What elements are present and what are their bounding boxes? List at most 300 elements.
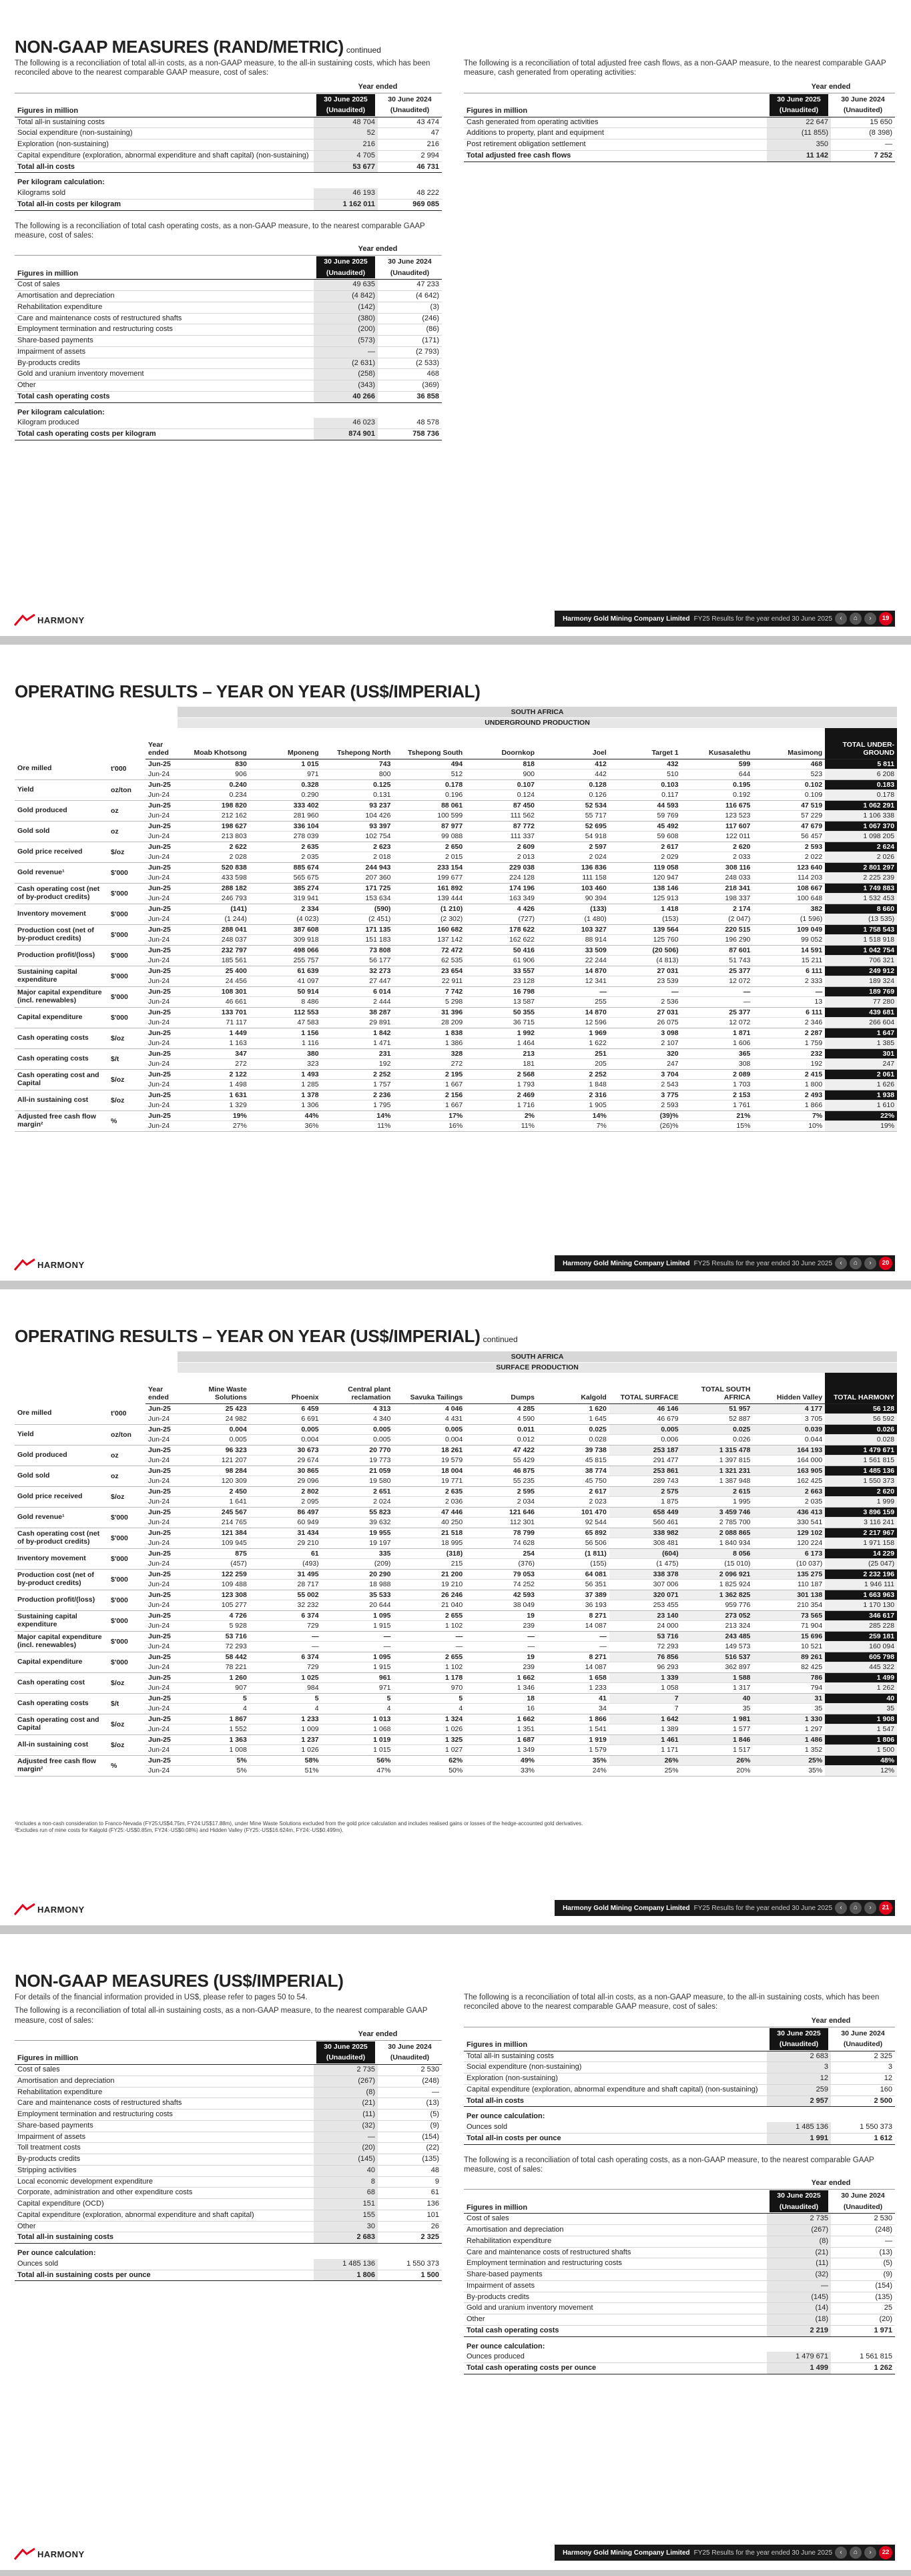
metric-value: 1 102 bbox=[393, 1662, 465, 1673]
current-value: 155 bbox=[314, 2210, 378, 2221]
metric-value: 320 bbox=[609, 1048, 681, 1059]
per-unit-heading-row bbox=[464, 2336, 895, 2352]
metric-value: 88 061 bbox=[393, 800, 465, 811]
year-label: Jun-25 bbox=[145, 1110, 178, 1121]
metric-row-prior bbox=[15, 1662, 897, 1673]
year-ended-row bbox=[464, 2016, 895, 2027]
metric-value: — bbox=[465, 1631, 537, 1642]
metric-value: 1 297 bbox=[753, 1724, 825, 1735]
metric-value: 26 075 bbox=[609, 1018, 681, 1028]
metric-value: 18 261 bbox=[393, 1445, 465, 1456]
metric-value: 99 052 bbox=[753, 935, 825, 946]
metric-value: 336 104 bbox=[250, 821, 322, 832]
metric-value: 19 bbox=[465, 1652, 537, 1662]
row-label: Employment termination and restructuring costs bbox=[15, 324, 314, 336]
per-unit-total-row bbox=[15, 2270, 442, 2281]
row-label: Cost of sales bbox=[15, 280, 314, 291]
header-row bbox=[15, 2040, 442, 2064]
current-value: (21) bbox=[767, 2247, 831, 2258]
metric-value: 1 449 bbox=[178, 1028, 250, 1038]
current-value: 1 499 bbox=[767, 2363, 831, 2374]
current-value: (380) bbox=[314, 313, 378, 324]
metric-value: 4 bbox=[178, 1704, 250, 1714]
metric-value: 10% bbox=[753, 1121, 825, 1132]
metric-value: 105 277 bbox=[178, 1600, 250, 1611]
metric-value: 87 450 bbox=[465, 800, 537, 811]
prior-value: (20) bbox=[831, 2314, 895, 2326]
metric-value: (1 475) bbox=[609, 1559, 681, 1570]
year-label: Jun-24 bbox=[145, 1621, 178, 1632]
metric-value: 23 140 bbox=[609, 1610, 681, 1621]
metric-value: 1 233 bbox=[537, 1683, 609, 1694]
row-label: Employment termination and restructuring costs bbox=[464, 2258, 767, 2270]
metric-value: 2 026 bbox=[825, 852, 897, 863]
metric-value: 2 650 bbox=[393, 842, 465, 852]
current-value: 30 bbox=[314, 2221, 378, 2232]
metric-value: 253 861 bbox=[609, 1466, 681, 1476]
metric-value: 247 bbox=[825, 1059, 897, 1070]
metric-unit: $/oz bbox=[108, 1090, 145, 1110]
metric-unit: $'000 bbox=[108, 945, 145, 966]
metric-value: 4 313 bbox=[322, 1403, 394, 1414]
metric-value: 47 679 bbox=[753, 821, 825, 832]
metric-value: 365 bbox=[681, 1048, 753, 1059]
metric-value: (2 047) bbox=[681, 914, 753, 925]
metric-value: 58 442 bbox=[178, 1652, 250, 1662]
metric-value: 35 bbox=[681, 1704, 753, 1714]
metric-value: 272 bbox=[178, 1059, 250, 1070]
metric-value: 54 918 bbox=[537, 832, 609, 842]
year-label: Jun-25 bbox=[145, 1714, 178, 1724]
year-label: Jun-24 bbox=[145, 1100, 178, 1111]
reconciliation-table bbox=[464, 2016, 895, 2145]
next-page-button[interactable]: › bbox=[864, 2547, 876, 2559]
row-label: Share-based payments bbox=[464, 2270, 767, 2281]
metric-value: 2 236 bbox=[322, 1090, 394, 1100]
metric-value: 19 771 bbox=[393, 1476, 465, 1487]
page-title bbox=[15, 1971, 344, 1991]
prior-date: 30 June 2024 bbox=[841, 2029, 885, 2037]
metric-value: 1 008 bbox=[178, 1745, 250, 1756]
per-unit-heading-row bbox=[15, 2244, 442, 2259]
prior-unaudited: (Unaudited) bbox=[390, 268, 430, 277]
metric-unit: $'000 bbox=[108, 1548, 145, 1569]
metric-value: 900 bbox=[465, 769, 537, 780]
metric-value: — bbox=[322, 1642, 394, 1652]
metric-value: 1 237 bbox=[250, 1734, 322, 1745]
metric-unit: $'000 bbox=[108, 986, 145, 1007]
metric-value: 1 518 918 bbox=[825, 935, 897, 946]
current-value: (343) bbox=[314, 380, 378, 392]
metric-value: (15 010) bbox=[681, 1559, 753, 1570]
report-page-20 bbox=[0, 645, 911, 1281]
next-page-button[interactable]: › bbox=[864, 1257, 876, 1269]
metric-value: 1 464 bbox=[465, 1038, 537, 1049]
metric-label: Production cost (net of by-product credits) bbox=[15, 1569, 108, 1590]
metric-value: 0.117 bbox=[609, 790, 681, 801]
metric-value: 1 233 bbox=[250, 1714, 322, 1724]
metric-value: 7 bbox=[609, 1704, 681, 1714]
metric-value: 14 870 bbox=[537, 1007, 609, 1018]
total-row bbox=[15, 2232, 442, 2244]
metric-value: 1 969 bbox=[537, 1028, 609, 1038]
current-year-header bbox=[314, 2040, 378, 2064]
metric-value: 0.178 bbox=[825, 790, 897, 801]
metric-value: 520 838 bbox=[178, 862, 250, 873]
current-value: 22 647 bbox=[767, 117, 831, 128]
table-row bbox=[15, 336, 442, 347]
metric-value: 2 156 bbox=[393, 1090, 465, 1100]
next-page-button[interactable]: › bbox=[864, 613, 876, 625]
metric-value: 1 622 bbox=[537, 1038, 609, 1049]
metric-value: 47 583 bbox=[250, 1018, 322, 1028]
metric-value: 0.005 bbox=[178, 1435, 250, 1445]
metric-label: Gold revenue¹ bbox=[15, 1507, 108, 1528]
prior-value: 46 731 bbox=[378, 162, 442, 173]
metric-value: 1 867 bbox=[178, 1714, 250, 1724]
metric-value: 1 378 bbox=[250, 1090, 322, 1100]
metric-value: 1 171 bbox=[609, 1745, 681, 1756]
metric-value: 0.328 bbox=[250, 779, 322, 790]
region-header: SOUTH AFRICA bbox=[178, 707, 897, 717]
metric-value: 3 775 bbox=[609, 1090, 681, 1100]
prev-page-button[interactable]: ‹ bbox=[835, 1902, 847, 1914]
unit-header bbox=[108, 728, 145, 759]
metric-value: 87 601 bbox=[681, 945, 753, 956]
harmony-logo bbox=[13, 1258, 85, 1271]
metric-unit: $/oz bbox=[108, 1734, 145, 1755]
metric-value: (1 244) bbox=[178, 914, 250, 925]
metric-value: 1 362 825 bbox=[681, 1590, 753, 1600]
metric-value: 55 429 bbox=[465, 1456, 537, 1466]
year-label: Jun-24 bbox=[145, 935, 178, 946]
metric-label: Inventory movement bbox=[15, 904, 108, 924]
metric-value: 1 389 bbox=[609, 1724, 681, 1735]
metric-value: (39)% bbox=[609, 1110, 681, 1121]
metric-value: 22 244 bbox=[537, 956, 609, 966]
year-label: Jun-25 bbox=[145, 986, 178, 997]
year-label: Jun-24 bbox=[145, 894, 178, 904]
metric-row-prior bbox=[15, 997, 897, 1008]
year-label: Jun-24 bbox=[145, 1121, 178, 1132]
footer-bar bbox=[555, 2545, 895, 2561]
metric-value: 109 945 bbox=[178, 1538, 250, 1549]
metric-value: 433 598 bbox=[178, 873, 250, 884]
metric-value: 92 544 bbox=[537, 1518, 609, 1528]
figures-in-million-label: Figures in million bbox=[15, 256, 314, 280]
metric-row-prior bbox=[15, 1121, 897, 1132]
blank-cell bbox=[464, 2178, 767, 2189]
metric-value: 1 363 bbox=[178, 1734, 250, 1745]
metric-value: 2 655 bbox=[393, 1610, 465, 1621]
prior-value: 468 bbox=[378, 369, 442, 380]
metric-value: 1 662 bbox=[465, 1672, 537, 1683]
metric-value: 6 111 bbox=[753, 1007, 825, 1018]
metric-value: 1 500 bbox=[825, 1745, 897, 1756]
adjusted-free-cash-flow-table bbox=[464, 82, 895, 162]
metric-value: 121 646 bbox=[465, 1507, 537, 1518]
metric-value: 71 117 bbox=[178, 1018, 250, 1028]
metric-value: 45 815 bbox=[537, 1456, 609, 1466]
metric-value: 26% bbox=[609, 1755, 681, 1766]
home-button[interactable]: ⌂ bbox=[850, 2547, 862, 2559]
metric-value: 14 087 bbox=[537, 1662, 609, 1673]
metric-value: 14 591 bbox=[753, 945, 825, 956]
metric-value: 335 bbox=[322, 1548, 394, 1559]
metric-row bbox=[15, 842, 897, 852]
current-value: 216 bbox=[314, 139, 378, 151]
row-label: Ounces sold bbox=[15, 2259, 314, 2270]
prev-page-button[interactable]: ‹ bbox=[835, 1257, 847, 1269]
metric-value: 56 177 bbox=[322, 956, 394, 966]
table-row bbox=[464, 117, 895, 128]
metric-value: 1 324 bbox=[393, 1714, 465, 1724]
metric-value: 218 341 bbox=[681, 883, 753, 894]
prev-page-button[interactable]: ‹ bbox=[835, 2547, 847, 2559]
metric-row-prior bbox=[15, 1414, 897, 1425]
metric-value: 23 654 bbox=[393, 966, 465, 976]
row-label: Capital expenditure (exploration, abnormal expenditure and shaft capital) (non-sustaining) bbox=[15, 150, 314, 162]
metric-label: Cash operating costs bbox=[15, 1048, 108, 1069]
mine-column-header: Central plant reclamation bbox=[322, 1373, 394, 1403]
page-title-text: NON-GAAP MEASURES (RAND/METRIC) bbox=[15, 37, 344, 57]
metric-value: 320 071 bbox=[609, 1590, 681, 1600]
metric-value: 2 033 bbox=[681, 852, 753, 863]
metric-value: 4 726 bbox=[178, 1610, 250, 1621]
metric-value: 247 bbox=[609, 1059, 681, 1070]
prior-date: 30 June 2024 bbox=[388, 95, 432, 103]
prior-value: 1 500 bbox=[378, 2270, 442, 2281]
prior-unaudited: (Unaudited) bbox=[390, 2053, 430, 2062]
year-label: Jun-25 bbox=[145, 1734, 178, 1745]
metric-value: 14 870 bbox=[537, 966, 609, 976]
next-page-button[interactable]: › bbox=[864, 1902, 876, 1914]
metric-value: 346 617 bbox=[825, 1610, 897, 1621]
prev-page-button[interactable]: ‹ bbox=[835, 613, 847, 625]
blank-cell bbox=[15, 1362, 178, 1373]
current-value: 68 bbox=[314, 2188, 378, 2199]
metric-value: 0.004 bbox=[393, 1435, 465, 1445]
blank-cell bbox=[464, 82, 767, 93]
current-date: 30 June 2025 bbox=[316, 2041, 375, 2053]
metric-unit: oz bbox=[108, 1445, 145, 1466]
metric-unit: oz bbox=[108, 821, 145, 842]
metric-value: 174 196 bbox=[465, 883, 537, 894]
metric-value: 658 449 bbox=[609, 1507, 681, 1518]
metric-value: 2 620 bbox=[825, 1486, 897, 1497]
metric-value: 5 bbox=[393, 1693, 465, 1704]
metric-value: 164 193 bbox=[753, 1445, 825, 1456]
current-value: (11) bbox=[767, 2258, 831, 2270]
metric-value: 139 444 bbox=[393, 894, 465, 904]
surface-operating-results-table bbox=[15, 1351, 897, 1777]
row-label: Amortisation and depreciation bbox=[464, 2225, 767, 2236]
prior-value: 2 530 bbox=[378, 2065, 442, 2076]
metric-value: 0.183 bbox=[825, 779, 897, 790]
metric-value: 5 928 bbox=[178, 1621, 250, 1632]
aic-intro: The following is a reconciliation of total all-in costs, as a non-GAAP measure, to the all-in sustaining costs, which has been reconciled above to the nearest comparable GAAP measure, cost of sales: bbox=[464, 1993, 880, 2011]
mine-column-header: Tshepong North bbox=[322, 728, 394, 759]
metric-value: 1 579 bbox=[537, 1745, 609, 1756]
metric-value: 53 716 bbox=[609, 1631, 681, 1642]
metric-value: 27 447 bbox=[322, 976, 394, 987]
metric-value: 198 820 bbox=[178, 800, 250, 811]
metric-value: 309 918 bbox=[250, 935, 322, 946]
prior-value: (135) bbox=[378, 2154, 442, 2166]
metric-value: 18 004 bbox=[393, 1466, 465, 1476]
current-value: 2 735 bbox=[314, 2065, 378, 2076]
metric-value: 1 397 815 bbox=[681, 1456, 753, 1466]
row-label: Care and maintenance costs of restructured shafts bbox=[15, 313, 314, 324]
metric-value: 1 992 bbox=[465, 1028, 537, 1038]
metric-row-prior bbox=[15, 1476, 897, 1487]
metric-row bbox=[15, 1755, 897, 1766]
metric-value: 1 015 bbox=[322, 1745, 394, 1756]
metric-value: 4 285 bbox=[465, 1403, 537, 1414]
home-button[interactable]: ⌂ bbox=[850, 613, 862, 625]
metric-value: (590) bbox=[322, 904, 394, 914]
metric-value: 281 960 bbox=[250, 811, 322, 822]
mine-column-header: Mponeng bbox=[250, 728, 322, 759]
current-value: (32) bbox=[767, 2270, 831, 2281]
metric-value: 1 761 bbox=[681, 1100, 753, 1111]
metric-value: 2 543 bbox=[609, 1080, 681, 1090]
current-value: 53 677 bbox=[314, 162, 378, 173]
year-label: Jun-25 bbox=[145, 1755, 178, 1766]
year-label: Jun-25 bbox=[145, 924, 178, 935]
prior-value: 15 650 bbox=[831, 117, 895, 128]
metric-row bbox=[15, 1569, 897, 1580]
metric-value: 2 029 bbox=[609, 852, 681, 863]
metric-row-prior bbox=[15, 811, 897, 822]
metric-value: (1 210) bbox=[393, 904, 465, 914]
prior-value: 2 325 bbox=[378, 2232, 442, 2244]
metric-value: 27 031 bbox=[609, 1007, 681, 1018]
row-label: Total all-in costs bbox=[15, 162, 314, 173]
metric-value: 77 280 bbox=[825, 997, 897, 1008]
metric-value: 278 039 bbox=[250, 832, 322, 842]
metric-value: 121 207 bbox=[178, 1456, 250, 1466]
metric-value: 35% bbox=[753, 1766, 825, 1777]
row-label: Additions to property, plant and equipment bbox=[464, 128, 767, 139]
row-label: Care and maintenance costs of restructured shafts bbox=[15, 2098, 314, 2110]
metric-value: 1 499 bbox=[825, 1672, 897, 1683]
current-value: 4 705 bbox=[314, 150, 378, 162]
metric-value: 44 593 bbox=[609, 800, 681, 811]
metric-value: 1 015 bbox=[250, 759, 322, 769]
prior-value: (9) bbox=[378, 2120, 442, 2132]
mine-column-header: Target 1 bbox=[609, 728, 681, 759]
year-label: Jun-25 bbox=[145, 1631, 178, 1642]
metric-value: 1 610 bbox=[825, 1100, 897, 1111]
metric-value: 137 142 bbox=[393, 935, 465, 946]
metric-value: 10 521 bbox=[753, 1642, 825, 1652]
metric-value: 1 642 bbox=[609, 1714, 681, 1724]
metric-value: 48% bbox=[825, 1755, 897, 1766]
blank-cell bbox=[15, 1351, 178, 1362]
logo-text: HARMONY bbox=[37, 615, 85, 625]
metric-label: Cash operating cost and Capital bbox=[15, 1714, 108, 1734]
metric-value: 93 237 bbox=[322, 800, 394, 811]
metric-value: 19 197 bbox=[322, 1538, 394, 1549]
year-ended-label: Year ended bbox=[767, 82, 895, 93]
prior-unaudited: (Unaudited) bbox=[390, 106, 430, 115]
metric-value: 61 906 bbox=[465, 956, 537, 966]
metric-value: 15% bbox=[681, 1121, 753, 1132]
metric-value: 21 518 bbox=[393, 1528, 465, 1538]
metric-value: 512 bbox=[393, 769, 465, 780]
metric-value: 1 588 bbox=[681, 1672, 753, 1683]
metric-value: 71 904 bbox=[753, 1621, 825, 1632]
metric-value: 109 488 bbox=[178, 1580, 250, 1590]
metric-value: (25 047) bbox=[825, 1559, 897, 1570]
row-label: Gold and uranium inventory movement bbox=[15, 369, 314, 380]
year-ended-row bbox=[464, 82, 895, 93]
metric-value: 103 327 bbox=[537, 924, 609, 935]
metric-label: Production profit/(loss) bbox=[15, 945, 108, 966]
metric-value: 163 349 bbox=[465, 894, 537, 904]
home-button[interactable]: ⌂ bbox=[850, 1902, 862, 1914]
metric-value: 2 287 bbox=[753, 1028, 825, 1038]
metric-value: 0.028 bbox=[825, 1435, 897, 1445]
metric-value: 16 798 bbox=[465, 986, 537, 997]
aisc-intro: The following is a reconciliation of total all-in sustaining costs, as a non-GAAP measure, to the nearest comparable GAAP measure, cost of sales: bbox=[15, 2007, 428, 2025]
metric-value: (727) bbox=[465, 914, 537, 925]
year-ended-label: Year ended bbox=[314, 2029, 442, 2040]
prior-year-header bbox=[378, 256, 442, 280]
metric-row bbox=[15, 800, 897, 811]
metric-value: 232 797 bbox=[178, 945, 250, 956]
row-label: Total cash operating costs bbox=[464, 2325, 767, 2336]
table-row bbox=[464, 139, 895, 151]
table-row bbox=[15, 139, 442, 151]
current-value: — bbox=[314, 346, 378, 358]
year-label: Jun-24 bbox=[145, 1538, 178, 1549]
metric-row-prior bbox=[15, 956, 897, 966]
metric-value: 1 793 bbox=[465, 1080, 537, 1090]
mine-column-header: TOTAL HARMONY bbox=[825, 1373, 897, 1403]
table-row bbox=[464, 2225, 895, 2236]
metric-unit: $'000 bbox=[108, 1610, 145, 1631]
metric-value: 5 298 bbox=[393, 997, 465, 1008]
metric-label: Cash operating cost and Capital bbox=[15, 1069, 108, 1090]
metric-unit: $/oz bbox=[108, 1672, 145, 1693]
metric-value: 114 203 bbox=[753, 873, 825, 884]
year-label: Jun-25 bbox=[145, 759, 178, 769]
table-row bbox=[15, 188, 442, 199]
home-button[interactable]: ⌂ bbox=[850, 1257, 862, 1269]
metric-value: 6 111 bbox=[753, 966, 825, 976]
metric-value: (26)% bbox=[609, 1121, 681, 1132]
metric-value: 1 825 924 bbox=[681, 1580, 753, 1590]
metric-value: 2 034 bbox=[465, 1497, 537, 1508]
metric-value: 239 bbox=[465, 1621, 537, 1632]
metric-row-prior bbox=[15, 1435, 897, 1445]
current-unaudited: (Unaudited) bbox=[770, 2202, 828, 2213]
metric-value: 2 036 bbox=[393, 1497, 465, 1508]
year-label: Jun-24 bbox=[145, 1476, 178, 1487]
metric-value: 62% bbox=[393, 1755, 465, 1766]
metric-value: 20 290 bbox=[322, 1569, 394, 1580]
metric-row bbox=[15, 1486, 897, 1497]
metric-row-prior bbox=[15, 1518, 897, 1528]
metric-row bbox=[15, 862, 897, 873]
metric-row bbox=[15, 1714, 897, 1724]
metric-value: 78 221 bbox=[178, 1662, 250, 1673]
metric-value: 50 355 bbox=[465, 1007, 537, 1018]
metric-value: 19 955 bbox=[322, 1528, 394, 1538]
current-unaudited: (Unaudited) bbox=[770, 105, 828, 116]
